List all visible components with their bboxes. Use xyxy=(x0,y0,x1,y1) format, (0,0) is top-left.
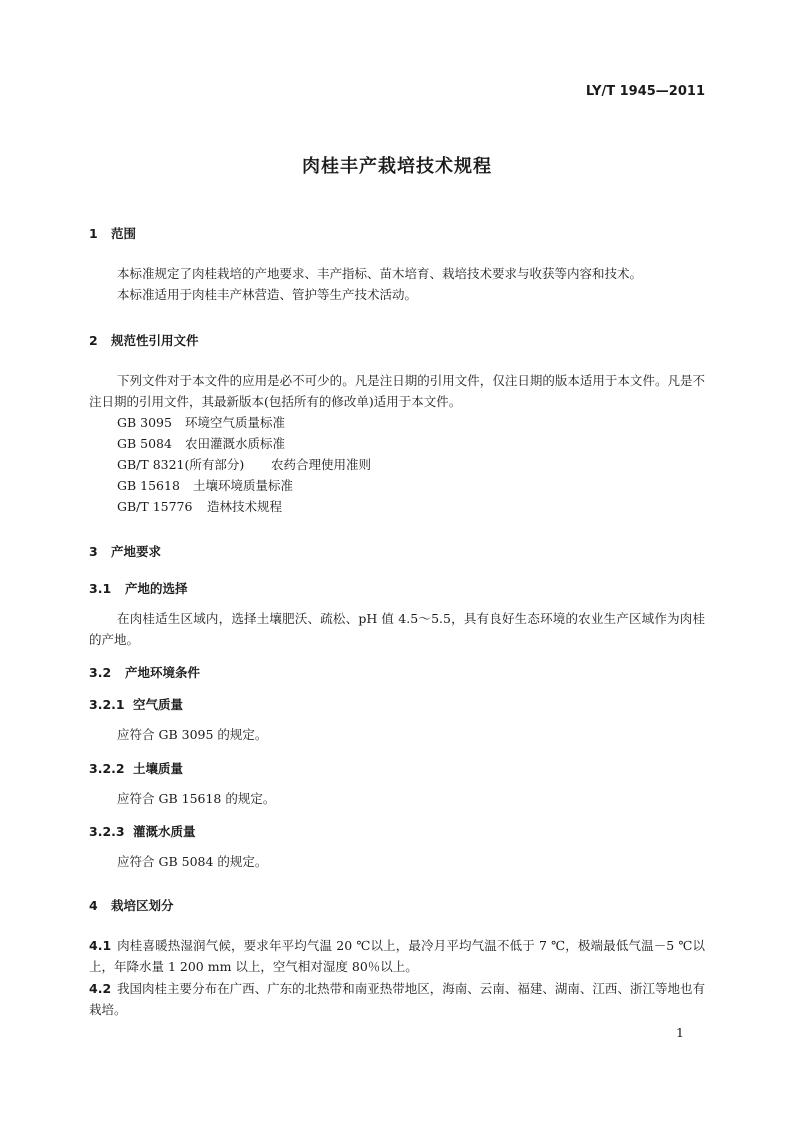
clause-number: 4.2 xyxy=(89,981,112,996)
section-number: 1 xyxy=(89,226,98,241)
reference-item xyxy=(117,412,285,433)
section-title: 范围 xyxy=(111,226,137,241)
clause-4-2 xyxy=(89,978,705,1020)
section-title: 土壤质量 xyxy=(133,761,184,776)
reference-name: 农药合理使用准则 xyxy=(271,457,372,472)
section-number: 3 xyxy=(89,544,98,559)
reference-code: GB/T 8321(所有部分) xyxy=(117,457,245,472)
section-number: 4 xyxy=(89,898,98,913)
reference-code: GB 5084 xyxy=(117,436,172,451)
reference-item xyxy=(117,475,293,496)
section-1-heading xyxy=(89,224,136,242)
subsection-3-2-3-heading xyxy=(89,822,196,840)
section-title: 栽培区划分 xyxy=(111,898,174,913)
irrigation-water-paragraph: 应符合 GB 5084 的规定。 xyxy=(117,854,268,869)
reference-name: 造林技术规程 xyxy=(207,499,283,514)
section-title: 产地环境条件 xyxy=(125,665,201,680)
section-title: 规范性引用文件 xyxy=(111,333,199,348)
section-title: 空气质量 xyxy=(133,697,184,712)
subsection-3-2-1-heading xyxy=(89,695,183,713)
reference-name: 土壤环境质量标准 xyxy=(193,478,294,493)
subsection-3-1-heading xyxy=(89,579,188,597)
clause-text: 我国肉桂主要分布在广西、广东的北热带和南亚热带地区，海南、云南、福建、湖南、江西、浙江等地也有栽培。 xyxy=(89,981,705,1017)
subsection-3-2-heading xyxy=(89,663,200,681)
scope-paragraph-2: 本标准适用于肉桂丰产林营造、管护等生产技术活动。 xyxy=(117,287,418,302)
reference-name: 农田灌溉水质标准 xyxy=(185,436,286,451)
page-number: 1 xyxy=(676,1025,684,1040)
standard-code: LY/T 1945—2011 xyxy=(585,84,705,99)
section-title: 产地要求 xyxy=(111,544,162,559)
section-2-heading xyxy=(89,331,199,349)
reference-item xyxy=(117,454,371,475)
clause-4-1 xyxy=(89,935,705,977)
reference-item xyxy=(117,496,282,517)
references-intro: 下列文件对于本文件的应用是必不可少的。凡是注日期的引用文件，仅注日期的版本适用于本文件。凡是不注日期的引用文件，其最新版本(包括所有的修改单)适用于本文件。 xyxy=(89,373,705,409)
page-title: 肉桂丰产栽培技术规程 xyxy=(302,156,492,177)
section-title: 灌溉水质量 xyxy=(133,824,196,839)
clause-number: 4.1 xyxy=(89,938,112,953)
air-quality-paragraph: 应符合 GB 3095 的规定。 xyxy=(117,727,268,742)
reference-code: GB 3095 xyxy=(117,415,172,430)
soil-quality-paragraph: 应符合 GB 15618 的规定。 xyxy=(117,791,276,806)
clause-text: 肉桂喜暖热湿润气候，要求年平均气温 20 ℃以上，最冷月平均气温不低于 7 ℃，极端最低气温－5 ℃以上，年降水量 1 200 mm 以上，空气相对湿度 80％以上。 xyxy=(89,938,705,974)
section-title: 产地的选择 xyxy=(125,581,188,596)
reference-code: GB/T 15776 xyxy=(117,499,193,514)
section-number: 3.2.3 xyxy=(89,824,125,839)
section-3-heading xyxy=(89,542,161,560)
section-number: 3.2.1 xyxy=(89,697,125,712)
reference-item xyxy=(117,433,285,454)
section-number: 3.2.2 xyxy=(89,761,125,776)
scope-paragraph-1: 本标准规定了肉桂栽培的产地要求、丰产指标、苗木培育、栽培技术要求与收获等内容和技术。 xyxy=(117,266,643,281)
reference-name: 环境空气质量标准 xyxy=(185,415,286,430)
section-number: 3.1 xyxy=(89,581,112,596)
site-selection-paragraph: 在肉桂适生区域内，选择土壤肥沃、疏松、pH 值 4.5～5.5，具有良好生态环境的农业生产区域作为肉桂的产地。 xyxy=(89,611,705,647)
subsection-3-2-2-heading xyxy=(89,759,183,777)
section-number: 3.2 xyxy=(89,665,112,680)
section-4-heading xyxy=(89,896,174,914)
reference-code: GB 15618 xyxy=(117,478,180,493)
section-number: 2 xyxy=(89,333,98,348)
